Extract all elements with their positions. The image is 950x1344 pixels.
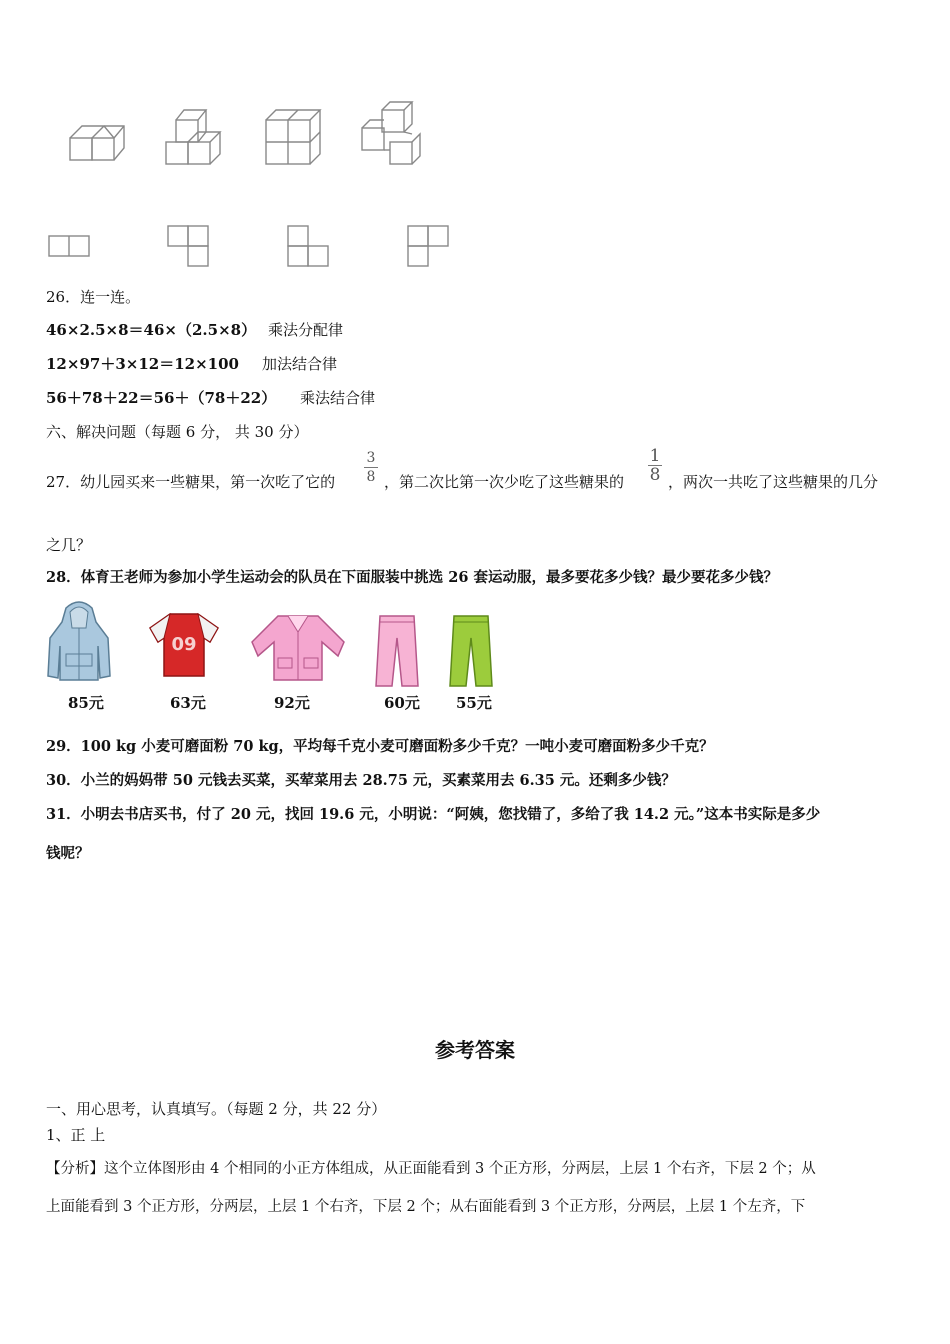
q27-part3: ，两次一共吃了这些糖果的几分: [668, 473, 879, 491]
section-6-title: 六、解决问题（每题 6 分， 共 30 分）: [46, 423, 309, 441]
q26-law-2: 加法结合律: [262, 355, 338, 373]
q26-title: 26．连一连。: [46, 288, 141, 306]
q26-expr-1: 46×2.5×8＝46×（2.5×8）: [46, 321, 257, 339]
pink-pants-image: [372, 612, 422, 688]
jacket-image: [248, 612, 348, 682]
view-figure-2: [166, 224, 210, 268]
tshirt-image: [148, 610, 220, 678]
price-pink-pants: 60元: [384, 694, 420, 712]
cube-figure-1: [66, 118, 126, 168]
q27-fraction-2: 1 8: [649, 446, 661, 485]
analysis-line-1: 【分析】这个立体图形由 4 个相同的小正方体组成，从正面能看到 3 个正方形，分两层，上层 1 个右齐，下层 2 个；从: [46, 1161, 816, 1177]
q28-text: 28．体育王老师为参加小学生运动会的队员在下面服装中挑选 26 套运动服，最多要花多少钱？最少要花多少钱？: [46, 569, 778, 586]
cube-figure-4: [356, 98, 426, 170]
svg-text:09: 09: [171, 634, 197, 655]
q31-line1: 31．小明去书店买书，付了 20 元，找回 19.6 元，小明说：“阿姨，您找错了，多给了我 14.2 元。”这本书实际是多少: [46, 806, 821, 823]
view-figure-3: [286, 224, 330, 268]
answers-section-1: 一、用心思考，认真填写。（每题 2 分，共 22 分）: [46, 1100, 387, 1118]
q29-text: 29．100 kg 小麦可磨面粉 70 kg，平均每千克小麦可磨面粉多少千克？一吨小麦可磨面粉多少千克？: [46, 738, 714, 755]
cube-figure-3: [262, 106, 326, 170]
q30-text: 30．小兰的妈妈带 50 元钱去买菜，买荤菜用去 28.75 元，买素菜用去 6.35 元。还剩多少钱？: [46, 772, 676, 789]
answers-title: 参考答案: [435, 1038, 515, 1062]
view-figure-4: [406, 224, 452, 268]
price-green-pants: 55元: [456, 694, 492, 712]
q31-line2: 钱呢？: [46, 845, 90, 862]
analysis-line-2: 上面能看到 3 个正方形，分两层，上层 1 个右齐，下层 2 个；从右面能看到 3 个正方形，分两层，上层 1 个左齐，下: [46, 1199, 806, 1215]
green-pants-image: [446, 612, 496, 688]
hoodie-image: [46, 598, 112, 686]
q27-part1: 27．幼儿园买来一些糖果，第一次吃了它的: [46, 473, 336, 491]
q26-expr-3: 56＋78＋22＝56＋（78＋22）: [46, 389, 277, 407]
q27-fraction-1: 3 8: [364, 450, 378, 485]
q27-part2: ，第二次比第一次少吃了这些糖果的: [384, 473, 625, 491]
price-hoodie: 85元: [68, 694, 104, 712]
cube-figure-2: [160, 106, 230, 170]
q26-law-1: 乘法分配律: [268, 321, 344, 339]
price-jacket: 92元: [274, 694, 310, 712]
view-figure-1: [48, 234, 92, 258]
q26-law-3: 乘法结合律: [300, 389, 376, 407]
price-tshirt: 63元: [170, 694, 206, 712]
q27-continuation: 之几？: [46, 536, 92, 554]
q26-expr-2: 12×97＋3×12＝12×100: [46, 355, 239, 373]
answer-1: 1、正 上: [46, 1126, 106, 1144]
